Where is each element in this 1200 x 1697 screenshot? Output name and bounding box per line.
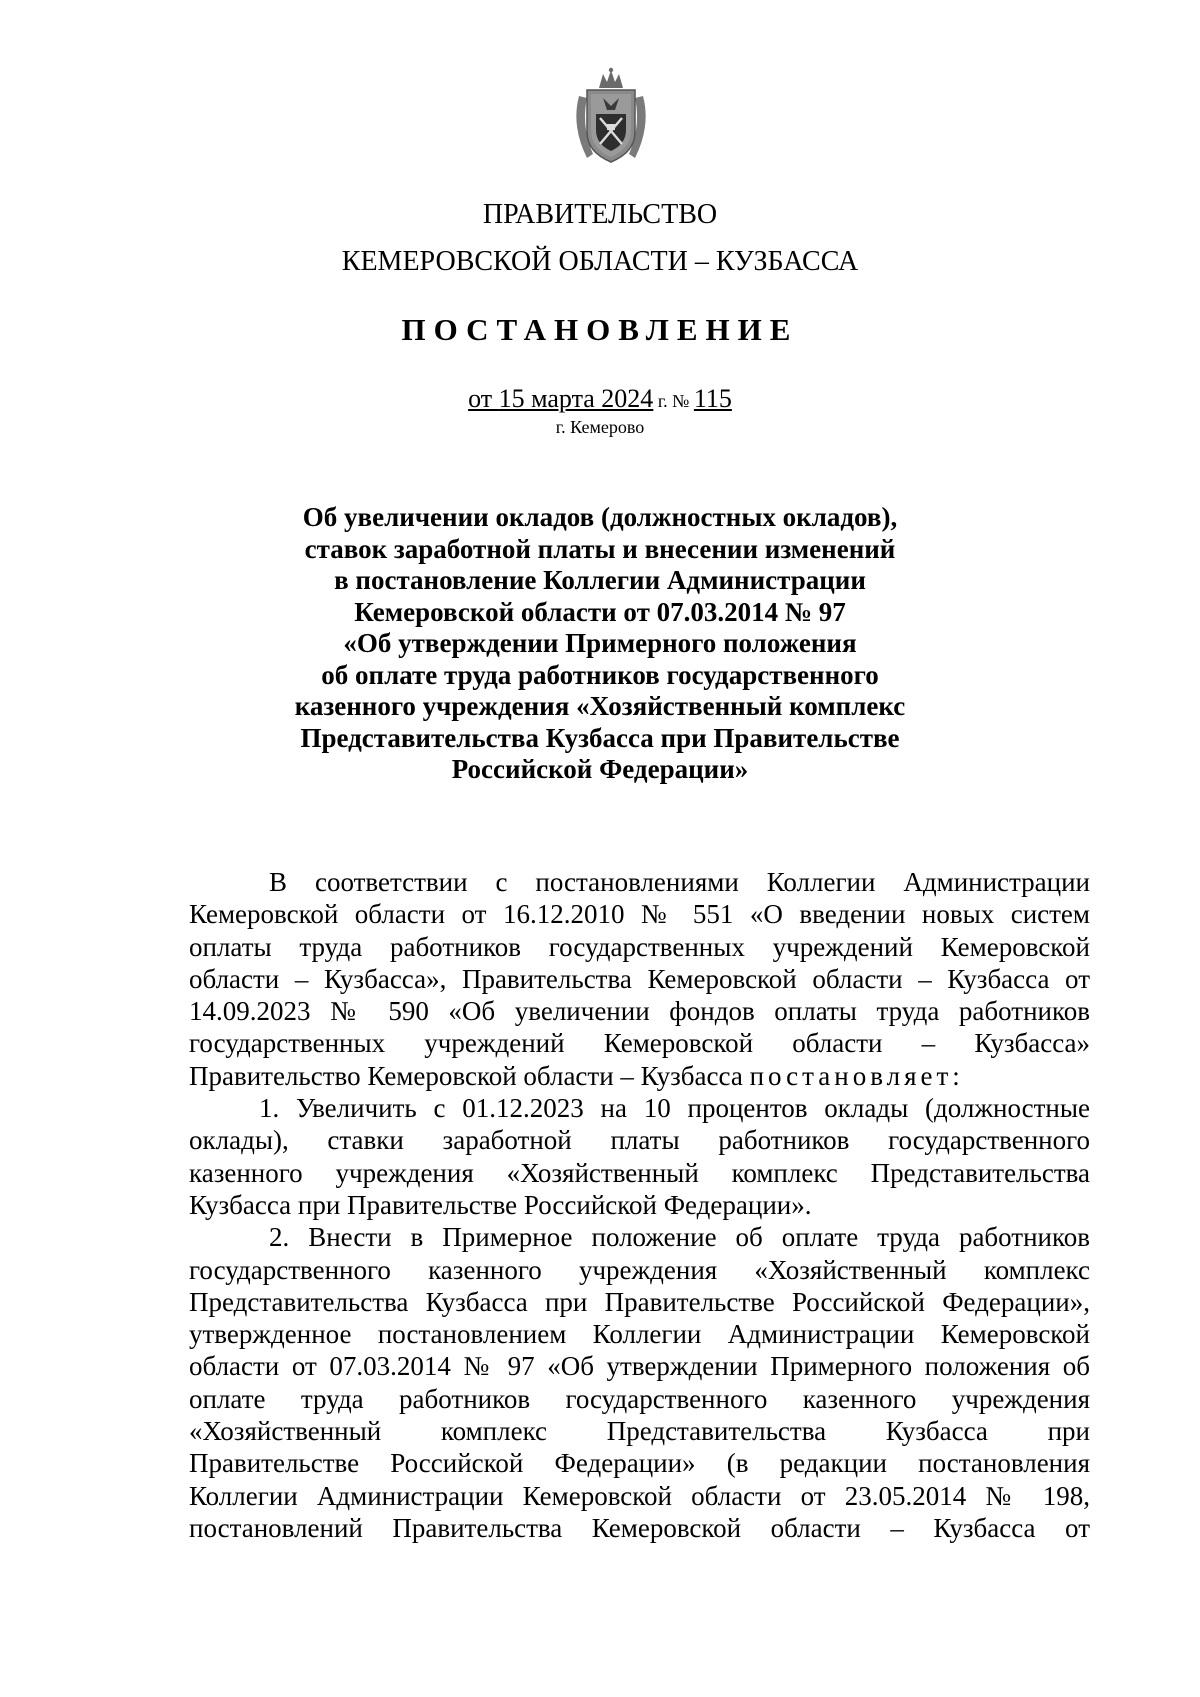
body-line: Кемеровской области от 16.12.2010 № 551 «О введении новых систем — [189, 899, 1090, 930]
body-line: Правительстве Российской Федерации» (в редакции постановления — [189, 1448, 1090, 1479]
title-line: «Об утверждении Примерного положения — [343, 628, 857, 658]
body-line: казенного учреждения «Хозяйственный комплекс Представительства — [189, 1157, 1090, 1188]
body-line: области – Кузбасса», Правительства Кемеровской области – Кузбасса от — [189, 963, 1090, 994]
document-date: 15 марта 2024 — [498, 384, 654, 413]
coat-of-arms-icon — [569, 66, 653, 168]
title-line: Российской Федерации» — [451, 754, 749, 784]
body-line: Представительства Кузбасса при Правительстве Российской Федерации», — [189, 1286, 1090, 1317]
title-line: в постановление Коллегии Администрации — [334, 565, 866, 595]
body-line: государственных учреждений Кемеровской области – Кузбасса» — [189, 1028, 1090, 1059]
title-line: Об увеличении окладов (должностных окладов), — [302, 502, 898, 532]
body-line: области от 07.03.2014 № 97 «Об утверждении Примерного положения об — [189, 1351, 1090, 1382]
body-line: В соответствии с постановлениями Коллегии Администрации — [269, 867, 1090, 897]
title-line: ставок заработной платы и внесении изменений — [304, 533, 896, 564]
title-line: об оплате труда работников государственного — [321, 659, 879, 690]
document-body — [189, 866, 1090, 1544]
date-number-line — [0, 383, 1200, 417]
document-number: 115 — [693, 384, 732, 413]
body-line: государственного казенного учреждения «Хозяйственный комплекс — [189, 1254, 1090, 1285]
body-line: Кузбасса при Правительстве Российской Федерации». — [189, 1189, 812, 1220]
document-type: ПОСТАНОВЛЕНИЕ — [401, 312, 799, 347]
number-prefix: № — [667, 391, 694, 411]
body-line — [189, 1060, 1090, 1092]
body-line: оплате труда работников государственного казенного учреждения — [189, 1383, 1090, 1414]
body-line: 2. Внести в Примерное положение об оплате труда работников — [269, 1222, 1090, 1253]
government-name-line-1: ПРАВИТЕЛЬСТВО — [482, 199, 718, 230]
government-name-line-2: КЕМЕРОВСКОЙ ОБЛАСТИ – КУЗБАССА — [341, 246, 859, 277]
body-line: утвержденное постановлением Коллегии Администрации Кемеровской — [189, 1319, 1090, 1350]
body-line: оплаты труда работников государственных учреждений Кемеровской — [189, 931, 1090, 962]
title-line: казенного учреждения «Хозяйственный комплекс — [294, 691, 906, 721]
body-line: оклады), ставки заработной платы работников государственного — [189, 1125, 1090, 1156]
title-line: Кемеровской области от 07.03.2014 № 97 — [354, 596, 846, 627]
body-line: 14.09.2023 № 590 «Об увеличении фондов оплаты труда работников — [189, 996, 1090, 1027]
body-line: «Хозяйственный комплекс Представительства Кузбасса при — [189, 1416, 1090, 1447]
title-line: Представительства Кузбасса при Правительстве — [300, 722, 900, 753]
year-suffix: г. — [653, 391, 668, 411]
date-prefix: от — [468, 384, 499, 413]
city: г. Кемерово — [555, 417, 645, 437]
enacting-subject: Правительство Кемеровской области – Кузбасса — [189, 1060, 750, 1091]
enacting-word: постановляет: — [749, 1060, 964, 1091]
body-line: Коллегии Администрации Кемеровской области от 23.05.2014 № 198, — [189, 1480, 1090, 1511]
body-line: постановлений Правительства Кемеровской области – Кузбасса от — [189, 1512, 1090, 1543]
body-line: 1. Увеличить с 01.12.2023 на 10 процентов оклады (должностные — [259, 1093, 1090, 1124]
document-title — [280, 502, 920, 786]
